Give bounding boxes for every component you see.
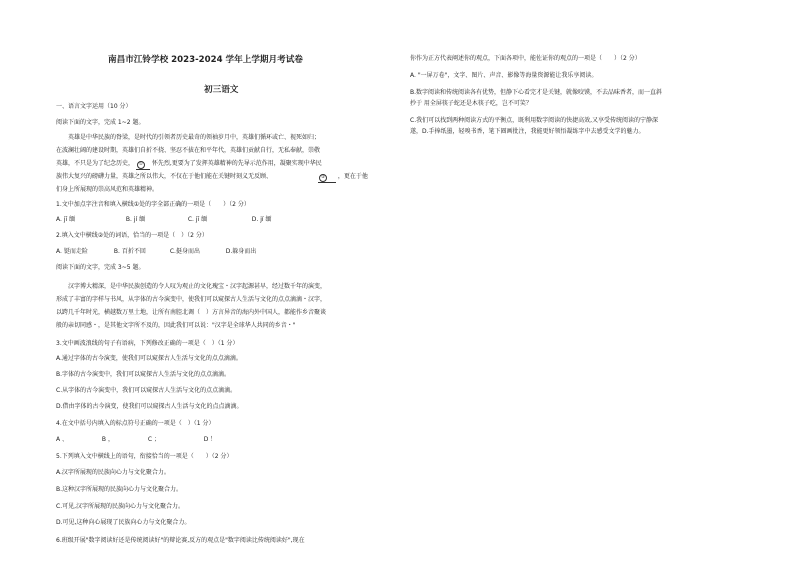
question-6-option-a: A. "一屏万卷"，文字、图片、声音、影像等海量资源能让我乐享阅读。 [410, 72, 598, 79]
option: D ！ [203, 436, 217, 443]
option: A. 铤而走险 [56, 248, 88, 255]
question-6-option-b: B.数字阅读和传统阅读各有优势，但静下心看完才是关键，就像咬馍，不去品味香者，而一直斜 [410, 89, 663, 96]
question-6-continued: 你作为正方代表阐述你的观点，下面各项中，能佐证你的观点的一项是（ ）（2 分） [410, 55, 641, 62]
option: B ， [101, 436, 114, 443]
question-6-option-b: 抄于 用全屏筷子蛇还是木筷子吃，岂不可笑？ [410, 100, 532, 107]
question-2: 2.填入文中横线②处的词语，恰当的一项是（ ）（2 分） [56, 232, 208, 239]
option: C.挺身而出 [169, 248, 200, 255]
option: D.躲身而出 [225, 248, 257, 255]
question-6-option-c: 遂，D.手捧纸墨，轻嗅书香，笔下圈画批注，我能更好领悟凝练字中去感受文学的魅力。 [410, 128, 645, 135]
passage1-text: 英雄，不只是为了纪念历史， [56, 160, 135, 167]
passage1-text: ，更在于他 [337, 173, 368, 180]
blank-marker-1: ① [138, 162, 143, 167]
question-3-option: D.借由字体的古今演变，使我们可以窥探古人生活与文化的点点滴滴。 [56, 403, 243, 410]
blank-2 [318, 173, 336, 183]
question-3-option: B.字体的古今演变中，我们可以窥探古人生活与文化的点点滴滴。 [56, 371, 231, 378]
passage2-line: 以跨几千年时光，横越数万里土地，让所有南腔北调（ ）方言异音的海内外中国人，都能作乡音聚谈 [56, 309, 327, 316]
option: B. jí 缅 [125, 216, 146, 223]
option: B. 百折不回 [113, 248, 146, 255]
question-5-option: D.可见,这种向心展现了民族向心力与文化聚合力。 [56, 519, 191, 526]
exam-subtitle: 初三语文 [204, 85, 239, 95]
exam-title: 南昌市江铃学校 2023-2024 学年上学期月考试卷 [108, 55, 303, 65]
question-4-options [56, 436, 216, 444]
question-1-options [56, 216, 271, 224]
reading-intro-2: 阅读下面的文字，完成 3~5 题。 [56, 264, 145, 271]
passage2-line: 般的亲切同感・，是其他文字所不及的，因此我们可以说："汉字是全球华人共同的乡音・" [56, 322, 296, 329]
question-5-option: B.这种汉字所展现的民族向心力与文化聚合力。 [56, 486, 183, 493]
question-1: 1.文中加点字注音和填入横线①处的字全部正确的一项是（ ）（2 分） [56, 201, 250, 208]
question-3-option: A.通过字体的古今演变，使我们可以窥探古人生活与文化的点点滴滴。 [56, 355, 242, 362]
option: C ； [147, 436, 160, 443]
question-5: 5.下列填入文中横线上的语句，衔接恰当的一项是（ ）（2 分） [56, 453, 233, 460]
passage2-line: 汉字博大精深，是中华民族创造的令人叹为观止的文化瑰宝・汉字起源甚早，经过数千年的演变， [68, 283, 327, 290]
blank-marker-2: ② [320, 175, 326, 180]
passage1-line: 在波澜壮阔的建设时期，英雄们自折不挠、坚忍不拔在和平年代，英雄们贡献自行，无私奉献，崇敬 [56, 147, 321, 154]
option: A 、 [56, 436, 69, 443]
question-5-option: C.可见,汉字所展现的民族向心力与文化聚合力。 [56, 503, 185, 510]
passage1-line: 族伟大复兴的磅礴力量，英雄之所以伟大，不仅在于他们能在关键时刻义无反顾、 [56, 173, 273, 180]
blank-1 [136, 160, 150, 170]
option: D. jí 缅 [251, 216, 272, 223]
reading-intro-1: 阅读下面的文字，完成 1~2 题。 [56, 119, 145, 126]
section-heading-1: 一、语言文字运用（10 分） [56, 103, 132, 110]
option: A. jī 缅 [56, 216, 76, 223]
passage1-line [56, 160, 322, 170]
passage2-line: 形成了丰富的字样与书风，从字体的古今演变中，使我们可以窥探古人生活与文化的点点滴滴・汉字， [56, 296, 327, 303]
question-6: 6.班级开展"数字阅读好还是传统阅读好"的辩论赛,反方的观点是"数字阅读比传统阅读好",现在 [56, 537, 305, 544]
question-2-options [56, 248, 256, 256]
option: C. jī 缅 [187, 216, 208, 223]
passage1-line: 们身上所展现的崇高风范和英雄精神。 [56, 186, 159, 193]
passage1-line: 英雄是中华民族的脊梁，是时代的引领者历史最奇的领袖岁月中，英雄们循环或亡、视死如归； [68, 134, 321, 141]
passage1-line-tail [318, 173, 368, 183]
question-3-option: C.从字体的古今演变中，我们可以窥探古人生活与文化的点点滴滴。 [56, 387, 237, 394]
question-3: 3.文中画波浪线的句子有语病，下列修改正确的一项是（ ）（1 分） [56, 340, 239, 347]
passage1-text: 怀先烈,更要为了发挥英雄精神的先导示范作用，凝聚实现中华民 [151, 160, 322, 167]
question-6-option-c: C.我们可以找到两种阅读方式的平衡点，既利用数字阅读的快捷高效,又享受传统阅读的宁静深 [410, 117, 659, 124]
question-5-option: A.汉字所展现的民族向心力与文化聚合力。 [56, 469, 170, 476]
question-4: 4.在文中括号内填入的标点符号正确的一项是（ ）（1 分） [56, 420, 215, 427]
